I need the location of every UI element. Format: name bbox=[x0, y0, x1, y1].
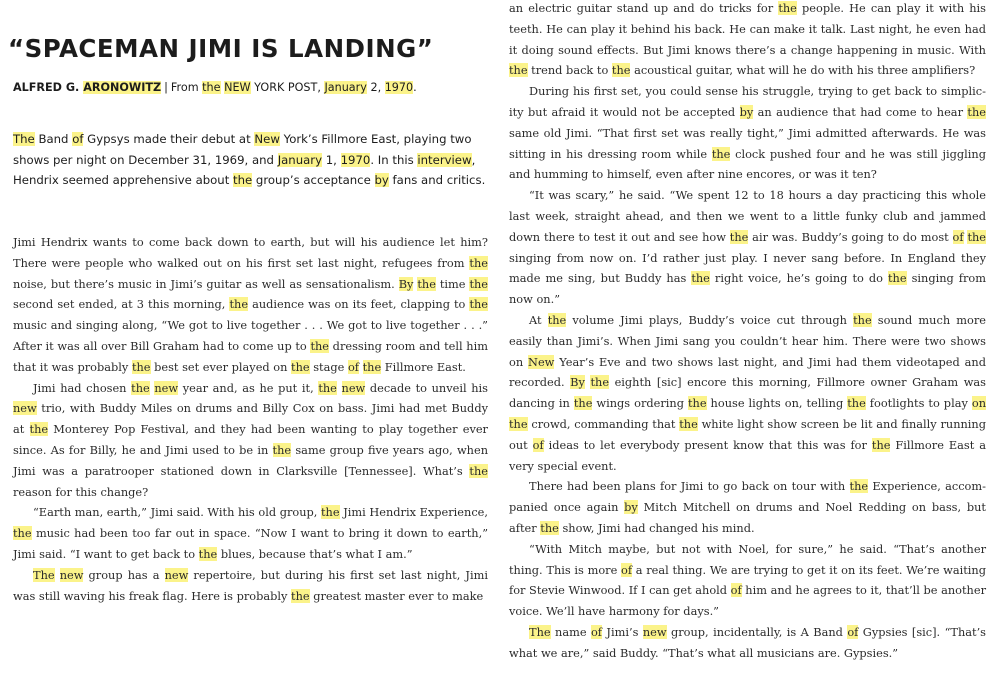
text-run: Jimi Hendrix Experience, bbox=[339, 505, 488, 520]
highlighted-word: the bbox=[362, 359, 382, 374]
text-run: blues, because that’s what I am.” bbox=[217, 546, 413, 561]
text-run: second set ended, at 3 this morning, bbox=[13, 297, 230, 312]
intro-paragraph bbox=[13, 129, 493, 191]
article-paragraph bbox=[509, 0, 986, 81]
article-paragraph bbox=[13, 502, 488, 564]
text-run: singing from now on.” bbox=[509, 271, 987, 307]
text-run: an electric guitar stand up and do tricks for bbox=[509, 1, 779, 15]
text-run: music had been too far out in space. “Now I want to bring it down to earth,” Jimi said. “I want to get back to bbox=[13, 526, 488, 561]
highlighted-word: the bbox=[417, 276, 436, 291]
highlighted-word: the bbox=[611, 63, 631, 78]
highlighted-word: the bbox=[469, 255, 488, 270]
highlighted-word: by bbox=[624, 500, 638, 515]
highlighted-word: New bbox=[254, 132, 280, 146]
text-run: reason for this change? bbox=[13, 484, 149, 499]
text-run: York’s Fillmore East, playing two shows per night on December 31, 1969, and bbox=[13, 132, 472, 167]
text-run: an audience that had come to hear bbox=[753, 104, 968, 119]
text-run: Gypsies [sic]. “That’s what we are,” said Buddy. “That’s what all musicians are. Gypsies.” bbox=[509, 624, 986, 660]
text-run: During his first set, you could sense his struggle, trying to get back to simplicity but afraid it would not be accepted bbox=[509, 84, 986, 119]
highlighted-word: the bbox=[272, 442, 292, 457]
highlighted-word: By bbox=[398, 276, 414, 291]
highlighted-word: the bbox=[871, 437, 891, 452]
highlighted-word: the bbox=[729, 229, 749, 244]
text-run: . bbox=[413, 81, 417, 94]
text-run: Mitch Mitchell on drums and Noel Redding on bass, but after bbox=[509, 500, 986, 535]
text-run: Fillmore East. bbox=[381, 359, 466, 374]
article-paragraph bbox=[509, 539, 986, 622]
text-run: show, Jimi had changed his mind. bbox=[558, 520, 755, 535]
highlighted-word: the bbox=[318, 380, 337, 395]
highlighted-word: the bbox=[229, 297, 249, 312]
text-run: noise, but there’s music in Jimi’s guitar as well as sensationalism. bbox=[13, 276, 399, 291]
text-run: “With Mitch maybe, but not with Noel, for sure,” he said. “That’s another thing. This is more bbox=[509, 541, 986, 577]
highlighted-word: The bbox=[529, 624, 551, 639]
text-run: best set ever played on bbox=[150, 359, 292, 374]
highlighted-word: the bbox=[131, 359, 151, 374]
article-paragraph bbox=[13, 232, 488, 378]
highlighted-word: on bbox=[971, 396, 987, 411]
highlighted-word: the bbox=[469, 276, 489, 291]
byline-source bbox=[171, 81, 417, 94]
highlighted-word: the bbox=[778, 1, 797, 15]
highlighted-word: of bbox=[532, 437, 544, 452]
highlighted-word: the bbox=[131, 380, 150, 395]
text-run: Jimi’s bbox=[602, 624, 643, 639]
highlighted-word: of bbox=[730, 583, 742, 598]
text-run: Fillmore East a very special event. bbox=[509, 437, 987, 473]
highlighted-word: the bbox=[540, 520, 559, 535]
text-run: decade to unveil his bbox=[365, 380, 489, 395]
text-run: . In this bbox=[370, 152, 418, 167]
text-run: Jimi Hendrix wants to come back down to earth, but will his audience let him? There were people who walked out on his first set last night, refugees from bbox=[13, 235, 488, 270]
highlighted-word: by bbox=[374, 173, 389, 187]
text-run: house lights on, telling bbox=[706, 396, 848, 411]
author-surname: ARONOWITZ bbox=[83, 81, 162, 94]
text-run: fans and critics. bbox=[388, 173, 486, 187]
text-run: There had been plans for Jimi to go back on tour with bbox=[529, 479, 850, 494]
text-run: volume Jimi plays, Buddy’s voice cut through bbox=[566, 312, 854, 327]
text-run: Band bbox=[34, 132, 73, 146]
text-run: ideas to let everybody present know that this was for bbox=[543, 437, 872, 452]
text-run: Monterey Pop Festival, and they had been wanting to play together ever since. As for Billy, he and Jimi used to be in bbox=[13, 422, 488, 457]
highlighted-word: the bbox=[887, 271, 907, 286]
text-run: 1, bbox=[322, 152, 341, 167]
text-run: music and singing along, “We got to live together . . . We got to live together . . .” After it was all over Bill Graham had to come up to bbox=[13, 318, 488, 353]
text-run: group has a bbox=[83, 567, 165, 582]
highlighted-word: the bbox=[202, 81, 221, 94]
article-paragraph bbox=[13, 378, 488, 503]
highlighted-word: the bbox=[967, 104, 986, 119]
highlighted-word: of bbox=[847, 624, 859, 639]
highlighted-word: 1970 bbox=[340, 152, 371, 167]
highlighted-word: the bbox=[321, 505, 340, 520]
text-run: clock pushed four and he was still jiggling and humming to himself, even after nine encores, or was it ten? bbox=[509, 146, 986, 182]
article-paragraph bbox=[509, 310, 986, 476]
text-run: people. He can play it with his teeth. He can play it behind his back. He can make it talk. Last night, he even had it doing sound effects. But Jimi knows there’s a change happening in music. With bbox=[509, 1, 987, 57]
highlighted-word: the bbox=[469, 463, 488, 478]
highlighted-word: the bbox=[847, 396, 866, 411]
text-run: dressing room and tell him that it was probably bbox=[13, 338, 488, 374]
highlighted-word: the bbox=[198, 546, 218, 561]
text-run bbox=[337, 381, 342, 395]
article-paragraph bbox=[509, 185, 986, 310]
highlighted-word: the bbox=[509, 63, 528, 78]
text-run: same old Jimi. “That first set was really tight,” Jimi admitted afterwards. He was sitting in his dressing room while bbox=[509, 125, 986, 161]
highlighted-word: the bbox=[967, 229, 987, 244]
text-run: audience was on its feet, clapping to bbox=[248, 297, 470, 312]
highlighted-word: the bbox=[310, 338, 330, 353]
text-run: singing from now on. I’d rather just play. I never sang before. In England they made me sing, but Buddy has bbox=[509, 250, 986, 286]
article-title: “SPACEMAN JIMI IS LANDING” bbox=[8, 34, 434, 63]
highlighted-word: The bbox=[13, 132, 35, 146]
highlighted-word: NEW bbox=[224, 81, 251, 94]
text-run: acoustical guitar, what will he do with his three amplifiers? bbox=[630, 63, 976, 78]
text-run: From bbox=[170, 81, 203, 94]
highlighted-word: of bbox=[952, 229, 964, 244]
highlighted-word: by bbox=[739, 104, 754, 119]
highlighted-word: interview bbox=[417, 152, 472, 167]
left-column bbox=[13, 232, 488, 606]
text-run: repertoire, but during his first set last night, Jimi was still waving his freak flag. Here is probably bbox=[13, 567, 488, 603]
highlighted-word: of bbox=[621, 562, 633, 577]
text-run: At bbox=[529, 312, 548, 327]
highlighted-word: The bbox=[33, 567, 55, 582]
highlighted-word: the bbox=[509, 416, 528, 431]
text-run: footlights to play bbox=[865, 396, 972, 411]
highlighted-word: of bbox=[590, 624, 602, 639]
text-run: trio, with Buddy Miles on drums and Billy Cox on bass. Jimi had met Buddy at bbox=[13, 401, 488, 437]
text-run: YORK POST, bbox=[250, 81, 325, 94]
text-run: , Hendrix seemed apprehensive about bbox=[13, 152, 476, 187]
text-run: Experience, accompanied once again bbox=[509, 479, 986, 515]
highlighted-word: the bbox=[853, 312, 872, 327]
text-run: stage bbox=[309, 359, 348, 374]
article-paragraph bbox=[509, 622, 986, 664]
text-run: a real thing. We are trying to get it on its feet. We’re waiting for Stevie Winwood. If I can get ahold bbox=[509, 562, 986, 598]
article-paragraph bbox=[509, 476, 986, 538]
highlighted-word: the bbox=[590, 375, 610, 390]
text-run: crowd, commanding that bbox=[527, 416, 680, 431]
article-paragraph bbox=[13, 565, 488, 607]
highlighted-word: the bbox=[547, 312, 567, 327]
article-paragraph bbox=[509, 81, 986, 185]
highlighted-word: the bbox=[13, 526, 32, 541]
text-run: time bbox=[435, 276, 470, 291]
highlighted-word: the bbox=[29, 422, 49, 437]
byline-separator: | bbox=[164, 81, 168, 94]
text-run: him and he agrees to it, that’ll be another voice. We’ll have harmony for days.” bbox=[509, 583, 987, 619]
highlighted-word: new bbox=[59, 567, 84, 582]
text-run: “Earth man, earth,” Jimi said. With his old group, bbox=[33, 505, 321, 520]
highlighted-word: By bbox=[570, 375, 585, 390]
highlighted-word: new bbox=[13, 401, 37, 416]
text-run bbox=[55, 568, 60, 582]
highlighted-word: the bbox=[291, 359, 310, 374]
text-run: wings ordering bbox=[592, 396, 688, 411]
text-run: greatest master ever to make bbox=[309, 588, 484, 603]
text-run: group, incidentally, is A Band bbox=[666, 624, 848, 639]
text-run: name bbox=[550, 624, 591, 639]
text-run: white light show screen be lit and finally running out bbox=[509, 416, 987, 452]
right-column bbox=[509, 0, 986, 664]
text-run: “It was scary,” he said. “We spent 12 to 18 hours a day practicing this whole last week, straight ahead, and then we went to a little funky club and jammed down there to test it out and see how bbox=[509, 188, 986, 244]
byline bbox=[13, 81, 493, 94]
highlighted-word: the bbox=[691, 271, 710, 286]
highlighted-word: the bbox=[573, 396, 593, 411]
highlighted-word: new bbox=[154, 380, 179, 395]
highlighted-word: the bbox=[687, 396, 707, 411]
text-run: Jimi had chosen bbox=[33, 380, 132, 395]
text-run: group’s acceptance bbox=[252, 173, 375, 187]
highlighted-word: January bbox=[324, 81, 367, 94]
text-run: right voice, he’s going to do bbox=[709, 271, 888, 286]
highlighted-word: new bbox=[164, 567, 189, 582]
highlighted-word: the bbox=[679, 416, 698, 431]
highlighted-word: new bbox=[642, 624, 667, 639]
text-run: 2, bbox=[366, 81, 385, 94]
text-run: year and, as he put it, bbox=[178, 380, 319, 395]
highlighted-word: new bbox=[341, 380, 366, 395]
highlighted-word: of bbox=[72, 132, 84, 146]
highlighted-word: the bbox=[233, 173, 253, 187]
highlighted-word: the bbox=[291, 588, 310, 603]
text-run: Gypsys made their debut at bbox=[83, 132, 255, 146]
text-run: Year’s Eve and two shows last night, and Jimi had them videotaped and recorded. bbox=[509, 354, 986, 390]
text-run: eighth [sic] encore this morning, Fillmore owner Graham was dancing in bbox=[509, 375, 986, 411]
highlighted-word: the bbox=[711, 146, 731, 161]
highlighted-word: January bbox=[277, 152, 323, 167]
text-run: trend back to bbox=[527, 63, 612, 78]
text-run: same group five years ago, when Jimi was a paratrooper stationed down in Clarksville [Tennessee]. What’s bbox=[13, 442, 488, 478]
highlighted-word: the bbox=[849, 479, 869, 494]
highlighted-word: the bbox=[469, 297, 489, 312]
text-run: air was. Buddy’s going to do most bbox=[748, 229, 953, 244]
text-run: sound much more easily than Jimi’s. When Jimi sang you couldn’t hear him. There were two shows on bbox=[509, 312, 986, 369]
author-name: ALFRED G. ARONOWITZ bbox=[13, 81, 162, 94]
highlighted-word: of bbox=[347, 359, 359, 374]
highlighted-word: New bbox=[528, 354, 555, 369]
highlighted-word: 1970 bbox=[384, 81, 414, 94]
